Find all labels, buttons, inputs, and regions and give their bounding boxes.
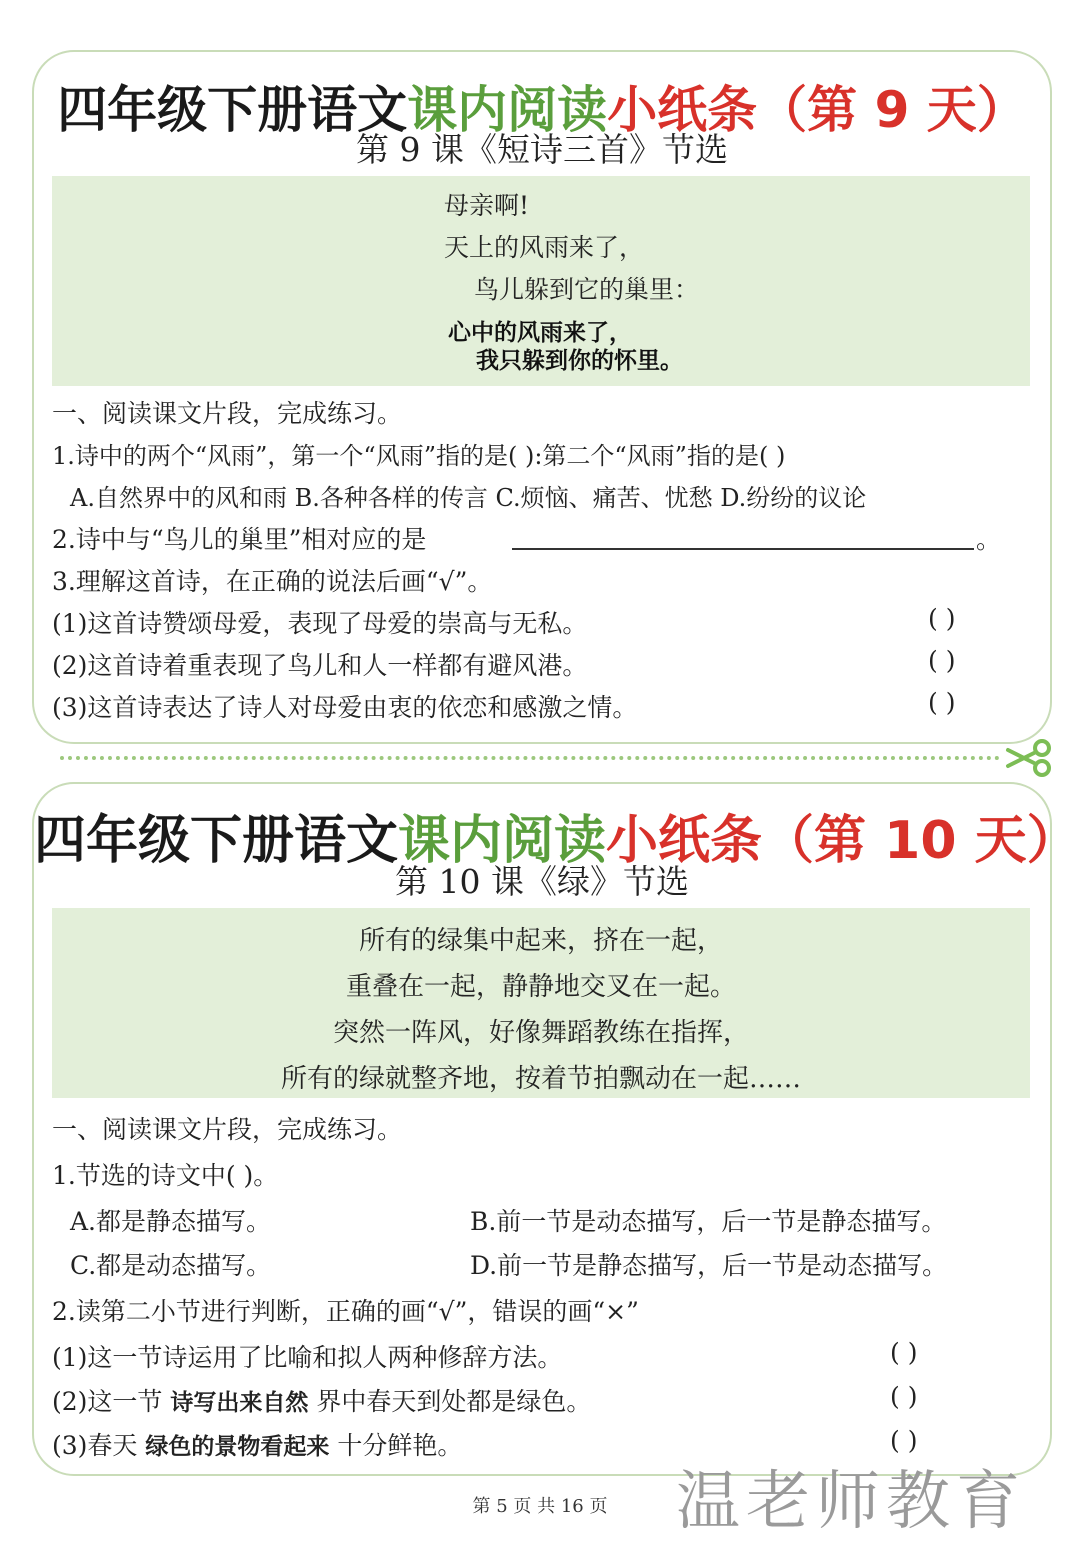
judge-item-2: (2)这首诗着重表现了鸟儿和人一样都有避风港。 [52, 651, 588, 680]
option-d: D.前一节是静态描写，后一节是动态描写。 [470, 1251, 948, 1280]
answer-blank[interactable] [512, 548, 974, 550]
option-a: A.都是静态描写。 [70, 1207, 272, 1236]
passage-box [52, 908, 1030, 1098]
reading-card-day9 [32, 50, 1052, 744]
scissors-icon [1004, 738, 1054, 778]
question-3: 3.理解这首诗，在正确的说法后画“√”。 [52, 567, 493, 596]
question-2-end: 。 [976, 525, 1002, 554]
passage-line: 重叠在一起，静静地交叉在一起。 [345, 972, 736, 1002]
reading-card-day10 [32, 782, 1079, 1476]
lesson-subtitle: 第 9 课《短诗三首》节选 [356, 130, 728, 169]
section-heading: 一、阅读课文片段，完成练习。 [52, 399, 403, 428]
judge-item-3: (3)春天 绿色的景物看起来 十分鲜艳。 [52, 1431, 463, 1460]
answer-paren[interactable]: ( ) [890, 1382, 918, 1411]
judge-item-1: (1)这首诗赞颂母爱，表现了母爱的崇高与无私。 [52, 609, 588, 638]
answer-paren[interactable]: ( ) [890, 1426, 918, 1455]
lesson-subtitle: 第 10 课《绿》节选 [395, 862, 689, 901]
passage-box [52, 176, 1030, 386]
passage-line: 心中的风雨来了， [448, 320, 632, 346]
watermark-text: 温老师教育 [676, 1465, 1026, 1539]
passage-line: 所有的绿集中起来，挤在一起， [358, 926, 723, 956]
card-title: 四年级下册语文课内阅读小纸条（第 10 天） [34, 811, 1079, 871]
question-1: 1.节选的诗文中( )。 [52, 1161, 279, 1190]
judge-item-1: (1)这一节诗运用了比喻和拟人两种修辞方法。 [52, 1343, 563, 1372]
question-1-options: A.自然界中的风和雨 B.各种各样的传言 C.烦恼、痛苦、忧愁 D.纷纷的议论 [70, 484, 867, 512]
option-b: B.前一节是动态描写，后一节是静态描写。 [470, 1207, 947, 1236]
passage-line: 天上的风雨来了， [444, 233, 645, 262]
judge-item-2: (2)这一节 诗写出来自然 界中春天到处都是绿色。 [52, 1387, 592, 1416]
question-2: 2.读第二小节进行判断，正确的画“√”，错误的画“×” [52, 1297, 639, 1326]
passage-line: 突然一阵风，好像舞蹈教练在指挥， [332, 1018, 749, 1048]
passage-line: 母亲啊! [444, 191, 530, 220]
passage-line: 所有的绿就整齐地，按着节拍飘动在一起…… [280, 1064, 801, 1094]
section-heading: 一、阅读课文片段，完成练习。 [52, 1115, 403, 1144]
answer-paren[interactable]: ( ) [928, 646, 956, 675]
passage-line: 鸟儿躲到它的巢里： [474, 275, 700, 304]
answer-paren[interactable]: ( ) [928, 604, 956, 633]
cut-line-divider [60, 756, 1000, 760]
judge-item-3: (3)这首诗表达了诗人对母爱由衷的依恋和感激之情。 [52, 693, 638, 722]
answer-paren[interactable]: ( ) [890, 1338, 918, 1367]
question-2: 2.诗中与“鸟儿的巢里”相对应的是 [52, 525, 427, 554]
answer-paren[interactable]: ( ) [928, 688, 956, 717]
question-1: 1.诗中的两个“风雨”，第一个“风雨”指的是( ):第二个“风雨”指的是( ) [52, 442, 786, 470]
card-title: 四年级下册语文课内阅读小纸条（第 9 天） [57, 81, 1027, 139]
passage-line: 我只躲到你的怀里。 [476, 348, 683, 374]
option-c: C.都是动态描写。 [70, 1251, 272, 1280]
page-number: 第 5 页 共 16 页 [472, 1496, 608, 1517]
